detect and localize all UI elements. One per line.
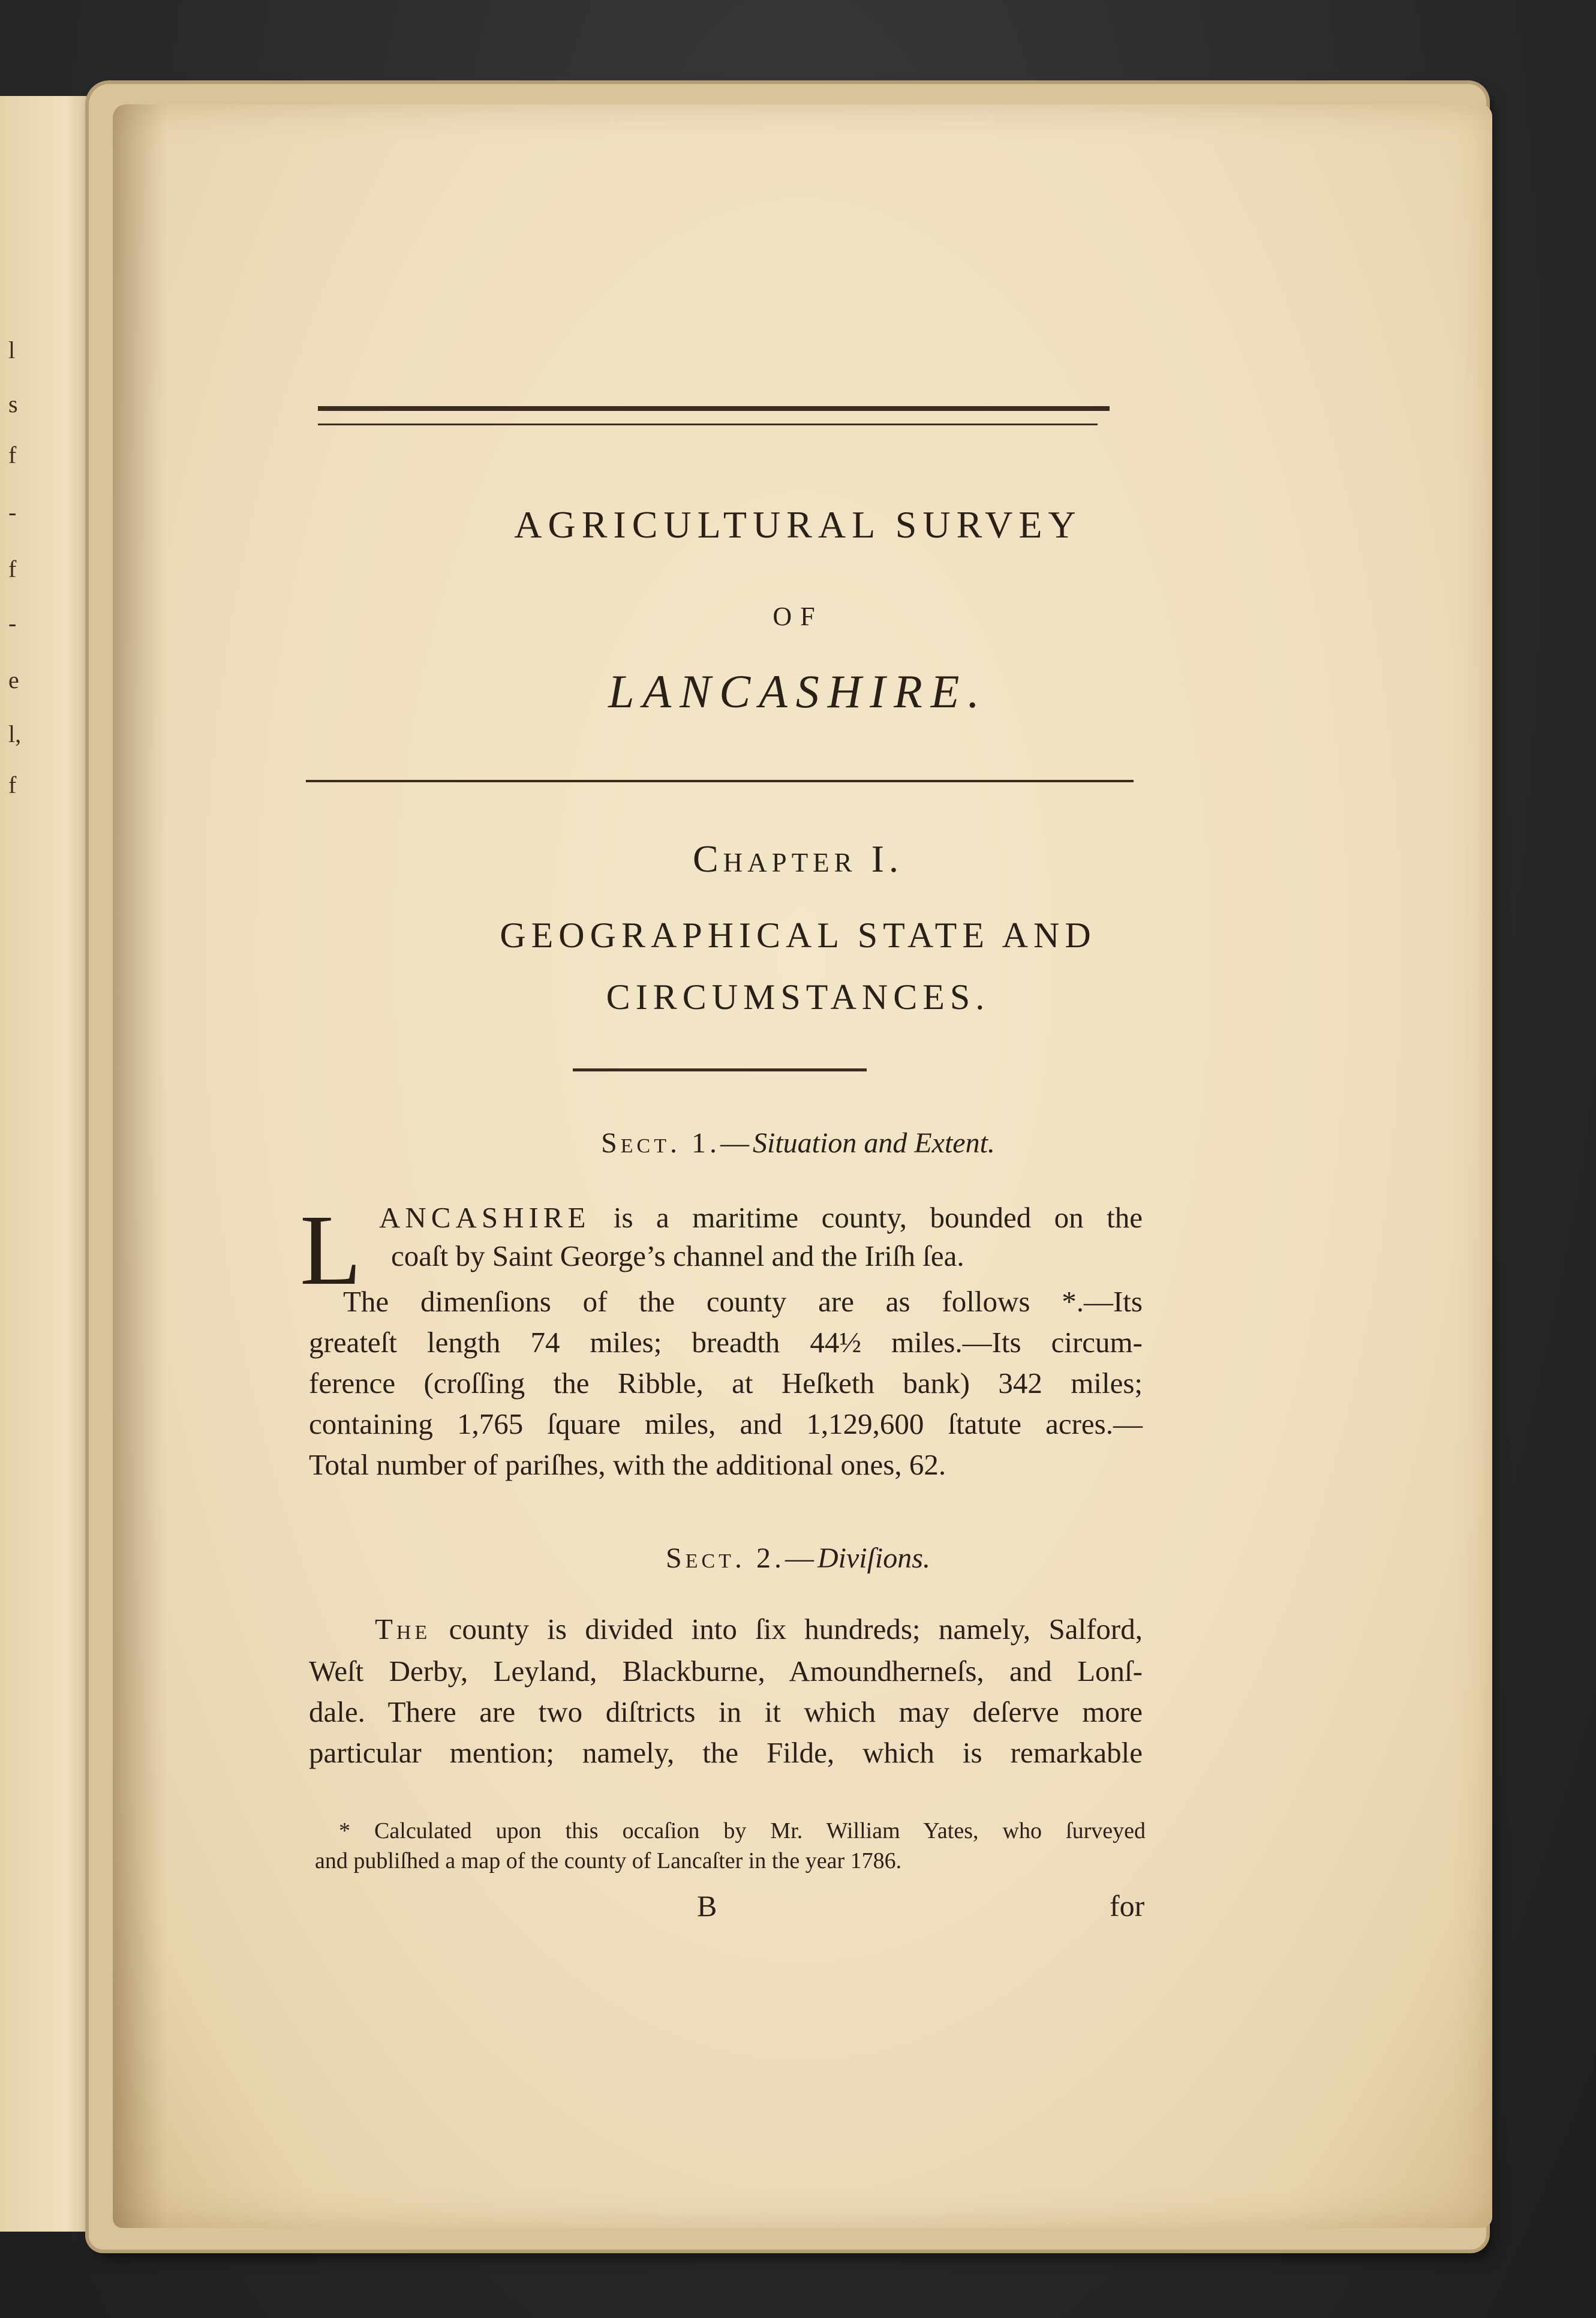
title-rule (306, 780, 1134, 782)
footnote-line: and publiſhed a map of the county of Lancaſter in the year 1786. (315, 1848, 902, 1873)
book-page (113, 104, 1492, 2228)
chapter-rule (573, 1068, 867, 1071)
chapter-title-line-1: GEOGRAPHICAL STATE AND (500, 915, 1096, 955)
facing-page-fragment: - (8, 609, 17, 636)
facing-page-fragment: e (8, 666, 19, 693)
header-rule-thick (318, 406, 1110, 411)
section-1-heading (0, 1127, 1596, 1160)
body-line: Weſt Derby, Leyland, Blackburne, Amoundherneſs, and Lonſ- (309, 1655, 1143, 1688)
body-line: greateſt length 74 miles; breadth 44½ miles.—Its circum- (309, 1326, 1143, 1359)
body-line: Total number of pariſhes, with the additional ones, 62. (309, 1448, 946, 1481)
chapter-heading: Chapter I. (692, 837, 903, 880)
facing-page-fragment: f (8, 442, 17, 469)
section-2-title: Diviſions. (817, 1542, 930, 1574)
header-rule-thin (318, 424, 1098, 425)
body-line: ANCASHIRE is a maritime county, bounded on the (379, 1201, 1143, 1234)
facing-page-fragment: - (8, 499, 17, 526)
section-1-title: Situation and Extent. (752, 1127, 995, 1159)
footnote-line: * Calculated upon this occaſion by Mr. William Yates, who ſurveyed (339, 1818, 1146, 1843)
title-line-2: OF (773, 602, 823, 631)
first-word: The (375, 1613, 431, 1646)
signature-mark: B (697, 1889, 717, 1923)
facing-page-fragment: f (8, 556, 17, 582)
page-gutter-shadow (113, 104, 167, 2228)
section-2-label: Sect. 2.— (666, 1542, 817, 1574)
catchword: for (1110, 1889, 1145, 1923)
body-line: containing 1,765 ſquare miles, and 1,129,600 ſtatute acres.— (309, 1407, 1143, 1440)
body-line: dale. There are two diſtricts in it which may deſerve more (309, 1695, 1143, 1728)
section-2-heading (0, 1542, 1596, 1575)
drop-cap: L (300, 1194, 362, 1306)
body-line: The county is divided into ſix hundreds; namely, Salford, (375, 1613, 1143, 1646)
section-1-label: Sect. 1.— (601, 1127, 753, 1159)
first-word: ANCASHIRE (379, 1201, 591, 1234)
body-line: ference (croſſing the Ribble, at Heſketh bank) 342 miles; (309, 1367, 1143, 1400)
facing-page-fragment: s (8, 391, 18, 418)
facing-page-fragment: f (8, 771, 17, 798)
body-line: particular mention; namely, the Filde, which is remarkable (309, 1736, 1143, 1769)
body-line: coaſt by Saint George’s channel and the Iriſh ſea. (391, 1239, 964, 1272)
chapter-title-line-2: CIRCUMSTANCES. (606, 977, 990, 1017)
facing-page-fragment: l, (8, 720, 22, 747)
title-line-1: AGRICULTURAL SURVEY (514, 503, 1082, 546)
body-line: The dimenſions of the county are as follows *.—Its (343, 1285, 1143, 1318)
title-line-3: LANCASHIRE. (608, 665, 988, 717)
facing-page-fragment: l (8, 337, 16, 364)
